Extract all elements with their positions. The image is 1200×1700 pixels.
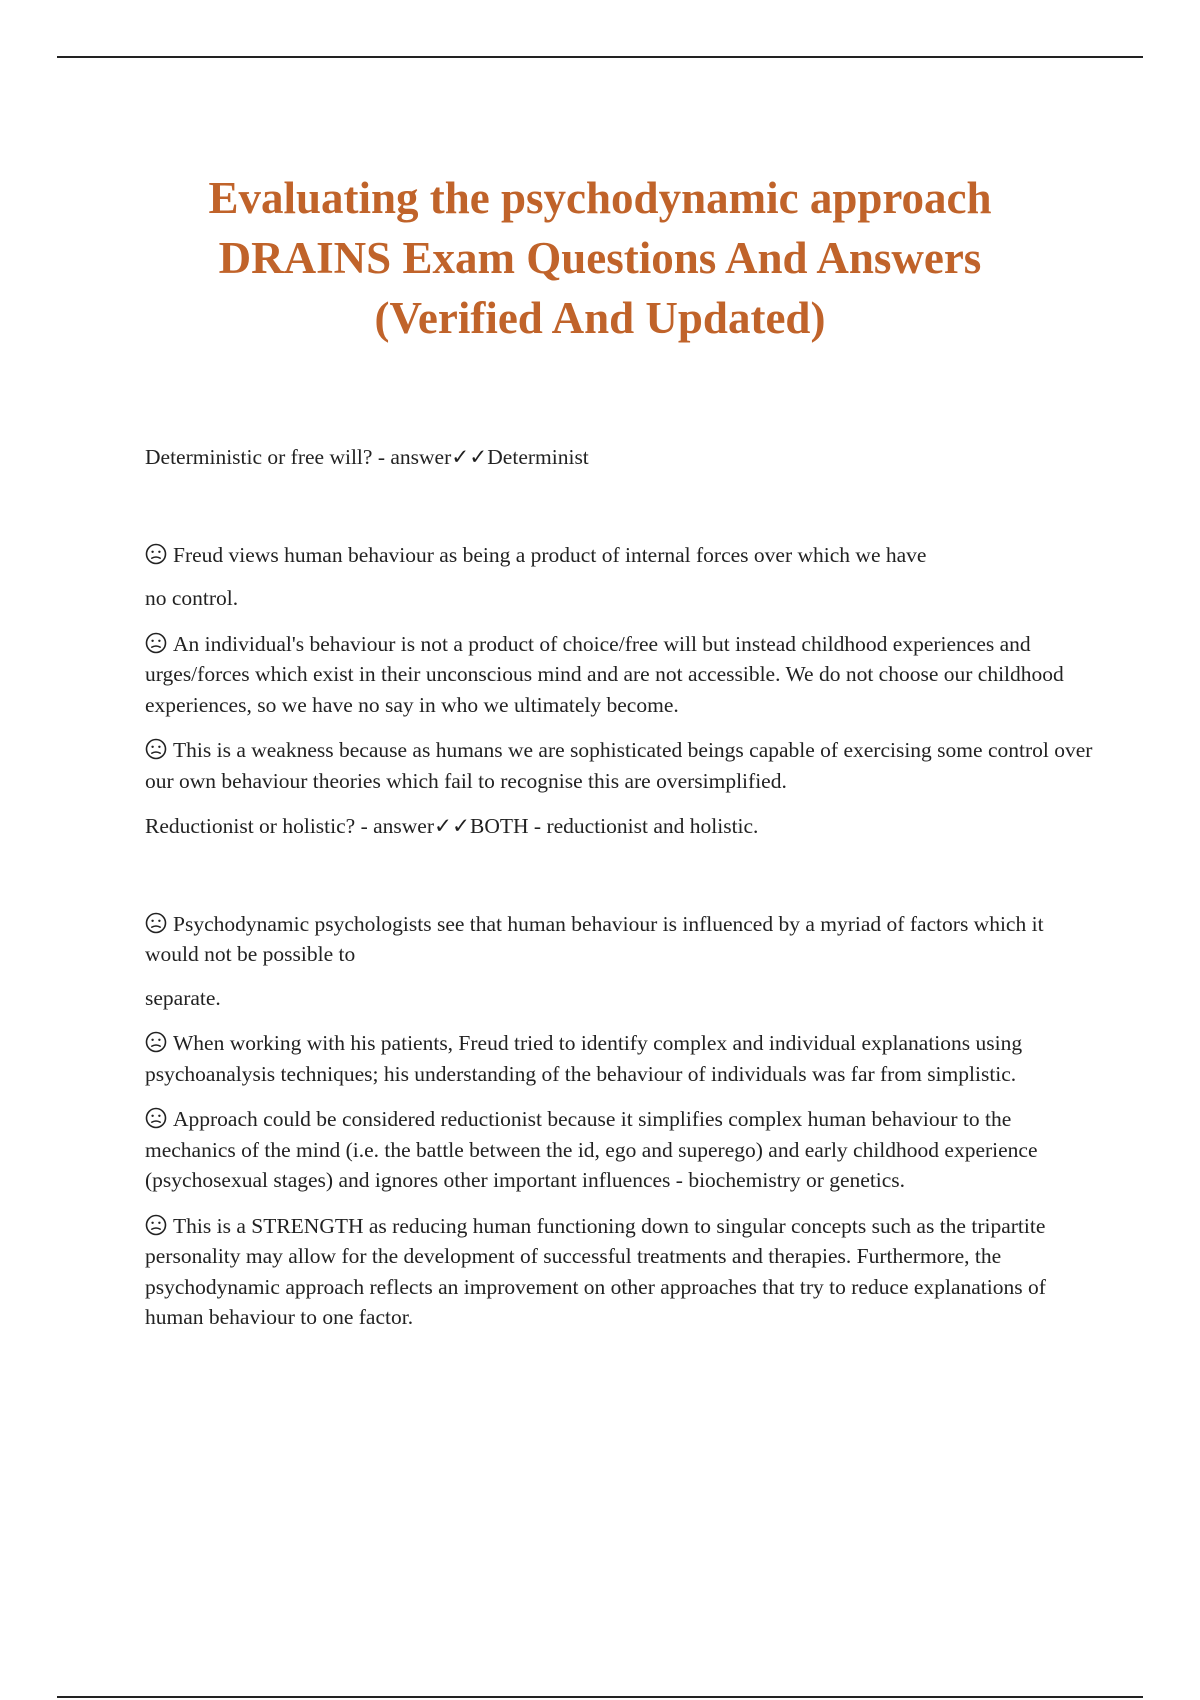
answer-point <box>145 735 1095 796</box>
answer-point <box>145 1104 1095 1196</box>
question-determinism: Deterministic or free will? - answer✓✓Determinist <box>145 445 589 469</box>
document-title <box>100 168 1100 348</box>
answer-point <box>145 1211 1095 1333</box>
answer-point <box>145 1028 1095 1089</box>
confused-face-icon <box>145 1107 167 1129</box>
title-line-3: (Verified And Updated) <box>374 293 826 343</box>
confused-face-icon <box>145 912 167 934</box>
answer-point-text: This is a STRENGTH as reducing human functioning down to singular concepts such as the tripartite personality may allow for the development of successful treatments and therapies. Furthermore, the psychodynamic approach reflects an improvement on other approaches that try to reduce explanations of human behaviour to one factor. <box>145 1213 1046 1329</box>
title-line-2: DRAINS Exam Questions And Answers <box>218 233 982 283</box>
confused-face-icon <box>145 1031 167 1053</box>
question-reductionism: Reductionist or holistic? - answer✓✓BOTH - reductionist and holistic. <box>145 814 759 838</box>
bottom-rule <box>57 1696 1143 1698</box>
answer-point <box>145 629 1095 721</box>
answer-continuation: no control. <box>145 586 239 610</box>
answer-continuation: separate. <box>145 985 221 1010</box>
answer-point-text: Psychodynamic psychologists see that human behaviour is influenced by a myriad of factors which it would not be possible to <box>145 911 1044 966</box>
confused-face-icon <box>145 632 167 654</box>
document-body <box>145 442 1095 1333</box>
title-line-1: Evaluating the psychodynamic approach <box>208 173 992 223</box>
confused-face-icon <box>145 543 167 565</box>
confused-face-icon <box>145 738 167 760</box>
top-rule <box>57 56 1143 58</box>
answer-point-text: When working with his patients, Freud tried to identify complex and individual explanations using psychoanalysis techniques; his understanding of the behaviour of individuals was far from simplistic. <box>145 1031 1023 1086</box>
answer-point <box>145 909 1095 970</box>
confused-face-icon <box>145 1214 167 1236</box>
answer-point <box>145 540 1095 571</box>
answer-point-text: This is a weakness because as humans we are sophisticated beings capable of exercising some control over our own behaviour theories which fail to recognise this are oversimplified. <box>145 738 1093 793</box>
answer-point-text: Freud views human behaviour as being a product of internal forces over which we have <box>173 542 927 567</box>
answer-point-text: An individual's behaviour is not a product of choice/free will but instead childhood experiences and urges/forces which exist in their unconscious mind and are not accessible. We do not choose our childhood experiences, so we have no say in who we ultimately become. <box>145 631 1064 717</box>
answer-point-text: Approach could be considered reductionist because it simplifies complex human behaviour to the mechanics of the mind (i.e. the battle between the id, ego and superego) and early childhood experience (psychosexual stages) and ignores other important influences - biochemistry or genetics. <box>145 1107 1038 1192</box>
